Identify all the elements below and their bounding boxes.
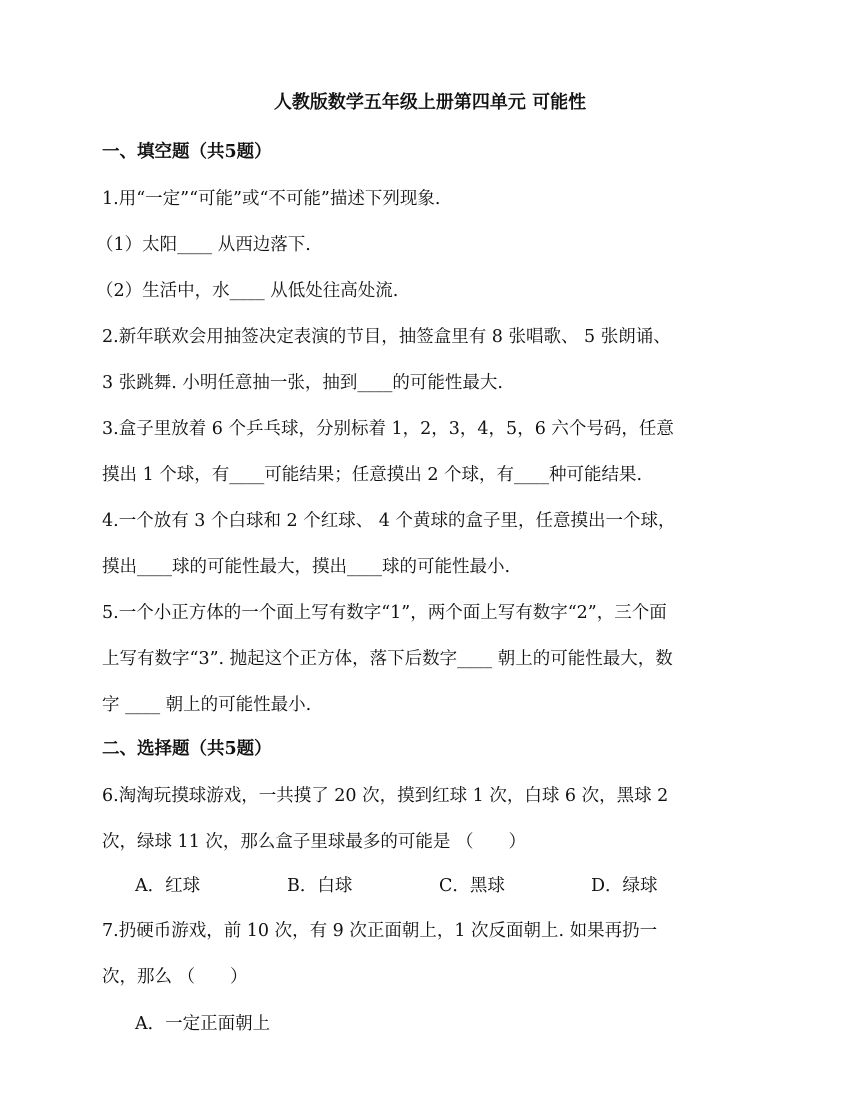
question-5-line-2: 上写有数字“3”. 抛起这个正方体，落下后数字____ 朝上的可能性最大，数 [102, 649, 673, 669]
question-5-line-1: 5.一个小正方体的一个面上写有数字“1”，两个面上写有数字“2”，三个面 [102, 603, 667, 623]
question-3-line-2: 摸出 1 个球，有____可能结果；任意摸出 2 个球，有____种可能结果. [102, 465, 643, 485]
question-6-options [135, 872, 658, 897]
page-title: 人教版数学五年级上册第四单元 可能性 [273, 92, 587, 113]
question-6-line-2: 次，绿球 11 次，那么盒子里球最多的可能是 （ ） [102, 832, 526, 852]
question-5-line-3: 字 ____ 朝上的可能性最小. [102, 695, 312, 715]
question-1-part-2: （2）生活中，水____ 从低处往高处流. [96, 281, 399, 301]
question-6-option-c: C．黑球 [439, 876, 505, 896]
question-4-line-2: 摸出____球的可能性最大，摸出____球的可能性最小. [102, 557, 511, 577]
question-6-option-b: B．白球 [287, 876, 353, 896]
question-6-option-d: D．绿球 [591, 876, 658, 896]
question-2-line-1: 2.新年联欢会用抽签决定表演的节目，抽签盒里有 8 张唱歌、 5 张朗诵、 [102, 327, 671, 347]
question-7-line-2: 次，那么 （ ） [102, 967, 248, 987]
section-heading-multiple-choice: 二、选择题（共5题） [102, 739, 272, 759]
question-7-option-a: A．一定正面朝上 [135, 1014, 271, 1034]
question-1-part-1: （1）太阳____ 从西边落下. [96, 235, 311, 255]
question-6-line-1: 6.淘淘玩摸球游戏，一共摸了 20 次，摸到红球 1 次，白球 6 次，黑球 2 [102, 786, 669, 806]
question-7-line-1: 7.扔硬币游戏，前 10 次，有 9 次正面朝上，1 次反面朝上. 如果再扔一 [102, 921, 658, 941]
question-2-line-2: 3 张跳舞. 小明任意抽一张，抽到____的可能性最大. [102, 373, 503, 393]
question-3-line-1: 3.盒子里放着 6 个乒乓球，分别标着 1，2，3，4，5，6 六个号码，任意 [102, 419, 674, 439]
question-1-stem: 1.用“一定”“可能”或“不可能”描述下列现象. [102, 189, 441, 209]
section-heading-fill-blank: 一、填空题（共5题） [102, 142, 272, 162]
question-4-line-1: 4.一个放有 3 个白球和 2 个红球、 4 个黄球的盒子里，任意摸出一个球， [102, 511, 676, 531]
question-6-option-a: A．红球 [135, 876, 201, 896]
